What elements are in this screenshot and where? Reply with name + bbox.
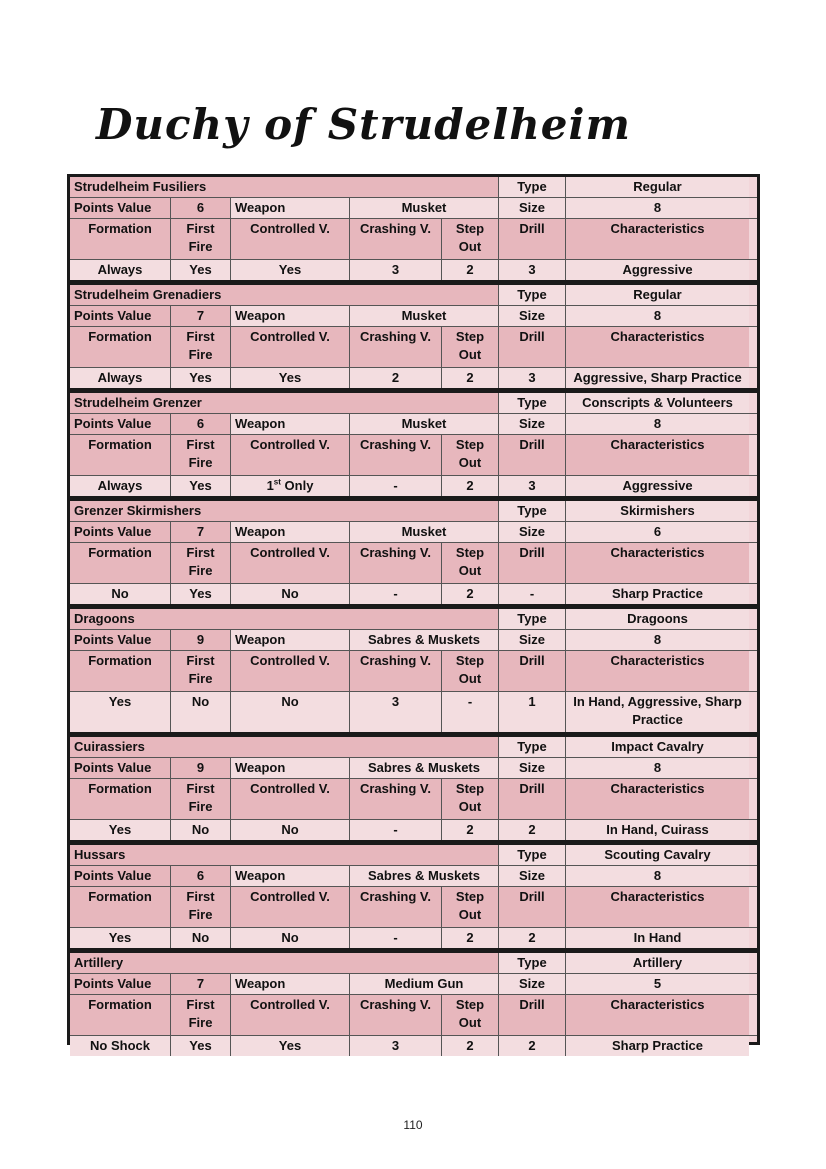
step-out-label: Step Out	[441, 543, 498, 583]
table-row	[70, 886, 757, 927]
first-fire-label: First Fire	[170, 219, 230, 259]
step-out-label: Step Out	[441, 779, 498, 819]
table-row	[70, 393, 757, 413]
table-row	[70, 757, 757, 778]
unit-type: Impact Cavalry	[565, 737, 749, 757]
table-row	[70, 285, 757, 305]
controlled-v-text: No	[281, 694, 299, 709]
controlled-v-label: Controlled V.	[230, 219, 349, 259]
formation-label: Formation	[70, 995, 170, 1035]
unit-type: Regular	[565, 177, 749, 197]
weapon-label: Weapon	[230, 306, 349, 326]
page-title: Duchy of Strudelheim	[96, 100, 631, 149]
drill-label: Drill	[498, 219, 565, 259]
table-row	[70, 609, 757, 629]
first-fire-label: First Fire	[170, 543, 230, 583]
table-row	[70, 865, 757, 886]
weapon-label: Weapon	[230, 758, 349, 778]
controlled-v-label: Controlled V.	[230, 995, 349, 1035]
table-row	[70, 177, 757, 197]
controlled-v-label: Controlled V.	[230, 435, 349, 475]
points-value-label: Points Value	[70, 974, 170, 994]
characteristics-label: Characteristics	[565, 219, 749, 259]
formation-label: Formation	[70, 327, 170, 367]
drill-value: -	[498, 584, 565, 604]
drill-label: Drill	[498, 543, 565, 583]
points-value-label: Points Value	[70, 630, 170, 650]
unit-block	[70, 609, 757, 737]
drill-label: Drill	[498, 651, 565, 691]
crashing-v-label: Crashing V.	[349, 995, 441, 1035]
size-label: Size	[498, 974, 565, 994]
step-out-value: 2	[441, 1036, 498, 1056]
size-value: 8	[565, 414, 749, 434]
unit-name: Grenzer Skirmishers	[70, 501, 498, 521]
type-label: Type	[498, 285, 565, 305]
weapon-value: Musket	[349, 306, 498, 326]
table-row	[70, 778, 757, 819]
unit-block	[70, 393, 757, 501]
unit-name: Strudelheim Grenzer	[70, 393, 498, 413]
weapon-value: Musket	[349, 522, 498, 542]
table-row	[70, 197, 757, 218]
step-out-label: Step Out	[441, 327, 498, 367]
type-label: Type	[498, 177, 565, 197]
formation-label: Formation	[70, 435, 170, 475]
table-row	[70, 305, 757, 326]
drill-value: 3	[498, 368, 565, 388]
unit-type: Scouting Cavalry	[565, 845, 749, 865]
characteristics-value: Aggressive	[565, 260, 749, 280]
controlled-v-text: Yes	[278, 370, 302, 385]
unit-type: Dragoons	[565, 609, 749, 629]
table-row	[70, 218, 757, 259]
first-fire-value: Yes	[170, 1036, 230, 1056]
step-out-value: 2	[441, 928, 498, 948]
table-row	[70, 927, 757, 948]
formation-value: No	[70, 584, 170, 604]
first-fire-value: No	[170, 928, 230, 948]
formation-label: Formation	[70, 651, 170, 691]
unit-name: Artillery	[70, 953, 498, 973]
first-fire-value: Yes	[170, 584, 230, 604]
points-value: 7	[170, 306, 230, 326]
size-value: 8	[565, 866, 749, 886]
unit-block	[70, 285, 757, 393]
drill-value: 2	[498, 1036, 565, 1056]
step-out-value: 2	[441, 820, 498, 840]
characteristics-label: Characteristics	[565, 543, 749, 583]
table-row	[70, 521, 757, 542]
crashing-v-value: -	[349, 584, 441, 604]
drill-label: Drill	[498, 435, 565, 475]
table-row	[70, 501, 757, 521]
crashing-v-label: Crashing V.	[349, 543, 441, 583]
points-value: 7	[170, 974, 230, 994]
points-value-label: Points Value	[70, 306, 170, 326]
size-label: Size	[498, 630, 565, 650]
points-value: 6	[170, 198, 230, 218]
drill-value: 2	[498, 820, 565, 840]
step-out-label: Step Out	[441, 435, 498, 475]
unit-name: Hussars	[70, 845, 498, 865]
points-value-label: Points Value	[70, 414, 170, 434]
first-fire-value: Yes	[170, 368, 230, 388]
crashing-v-label: Crashing V.	[349, 779, 441, 819]
size-label: Size	[498, 414, 565, 434]
controlled-v-label: Controlled V.	[230, 651, 349, 691]
characteristics-label: Characteristics	[565, 435, 749, 475]
drill-value: 3	[498, 260, 565, 280]
controlled-v-label: Controlled V.	[230, 887, 349, 927]
formation-value: No Shock	[70, 1036, 170, 1056]
characteristics-value: In Hand, Aggressive, Sharp Practice	[565, 692, 749, 732]
table-row	[70, 973, 757, 994]
weapon-label: Weapon	[230, 198, 349, 218]
crashing-v-value: -	[349, 928, 441, 948]
drill-label: Drill	[498, 327, 565, 367]
step-out-value: 2	[441, 368, 498, 388]
table-row	[70, 367, 757, 388]
step-out-label: Step Out	[441, 219, 498, 259]
type-label: Type	[498, 845, 565, 865]
controlled-v-text: No	[281, 586, 299, 601]
characteristics-value: In Hand, Cuirass	[565, 820, 749, 840]
crashing-v-value: -	[349, 820, 441, 840]
weapon-label: Weapon	[230, 630, 349, 650]
size-value: 8	[565, 630, 749, 650]
controlled-v-text: 1	[266, 478, 274, 493]
characteristics-value: Sharp Practice	[565, 1036, 749, 1056]
unit-type: Artillery	[565, 953, 749, 973]
weapon-label: Weapon	[230, 414, 349, 434]
unit-type: Skirmishers	[565, 501, 749, 521]
table-row	[70, 650, 757, 691]
controlled-v-label: Controlled V.	[230, 779, 349, 819]
first-fire-value: Yes	[170, 476, 230, 496]
table-row	[70, 326, 757, 367]
first-fire-label: First Fire	[170, 995, 230, 1035]
table-row	[70, 845, 757, 865]
controlled-v-text: Yes	[278, 262, 302, 277]
step-out-value: -	[441, 692, 498, 732]
table-row	[70, 994, 757, 1035]
weapon-label: Weapon	[230, 974, 349, 994]
controlled-v-value	[230, 692, 349, 732]
table-row	[70, 629, 757, 650]
points-value-label: Points Value	[70, 866, 170, 886]
crashing-v-value: 3	[349, 260, 441, 280]
size-value: 6	[565, 522, 749, 542]
table-row	[70, 737, 757, 757]
unit-type: Conscripts & Volunteers	[565, 393, 749, 413]
controlled-v-suffix: Only	[280, 478, 314, 493]
formation-value: Always	[70, 260, 170, 280]
characteristics-value: In Hand	[565, 928, 749, 948]
points-value-label: Points Value	[70, 198, 170, 218]
controlled-v-value	[230, 584, 349, 604]
crashing-v-label: Crashing V.	[349, 435, 441, 475]
table-row	[70, 1035, 757, 1056]
controlled-v-value	[230, 928, 349, 948]
first-fire-label: First Fire	[170, 779, 230, 819]
weapon-value: Sabres & Muskets	[349, 866, 498, 886]
unit-name: Cuirassiers	[70, 737, 498, 757]
first-fire-label: First Fire	[170, 887, 230, 927]
unit-block	[70, 177, 757, 285]
step-out-value: 2	[441, 584, 498, 604]
formation-value: Yes	[70, 692, 170, 732]
drill-label: Drill	[498, 887, 565, 927]
size-label: Size	[498, 866, 565, 886]
controlled-v-label: Controlled V.	[230, 543, 349, 583]
points-value: 6	[170, 866, 230, 886]
table-row	[70, 953, 757, 973]
unit-stat-tables	[67, 174, 760, 1053]
table-row	[70, 819, 757, 840]
unit-name: Dragoons	[70, 609, 498, 629]
characteristics-label: Characteristics	[565, 327, 749, 367]
size-value: 8	[565, 198, 749, 218]
points-value: 9	[170, 758, 230, 778]
formation-label: Formation	[70, 887, 170, 927]
table-row	[70, 413, 757, 434]
step-out-value: 2	[441, 476, 498, 496]
crashing-v-label: Crashing V.	[349, 651, 441, 691]
size-label: Size	[498, 306, 565, 326]
characteristics-value: Sharp Practice	[565, 584, 749, 604]
controlled-v-value	[230, 368, 349, 388]
unit-block	[70, 737, 757, 845]
step-out-label: Step Out	[441, 887, 498, 927]
weapon-label: Weapon	[230, 522, 349, 542]
step-out-label: Step Out	[441, 651, 498, 691]
crashing-v-value: 2	[349, 368, 441, 388]
table-row	[70, 259, 757, 280]
crashing-v-value: 3	[349, 1036, 441, 1056]
type-label: Type	[498, 609, 565, 629]
crashing-v-value: -	[349, 476, 441, 496]
drill-value: 2	[498, 928, 565, 948]
controlled-v-value	[230, 260, 349, 280]
crashing-v-label: Crashing V.	[349, 219, 441, 259]
first-fire-value: Yes	[170, 260, 230, 280]
formation-value: Always	[70, 368, 170, 388]
characteristics-label: Characteristics	[565, 651, 749, 691]
size-value: 8	[565, 306, 749, 326]
drill-value: 3	[498, 476, 565, 496]
points-value-label: Points Value	[70, 758, 170, 778]
step-out-value: 2	[441, 260, 498, 280]
table-row	[70, 475, 757, 496]
weapon-value: Musket	[349, 414, 498, 434]
first-fire-label: First Fire	[170, 327, 230, 367]
points-value: 9	[170, 630, 230, 650]
size-value: 8	[565, 758, 749, 778]
points-value-label: Points Value	[70, 522, 170, 542]
drill-value: 1	[498, 692, 565, 732]
points-value: 6	[170, 414, 230, 434]
size-label: Size	[498, 758, 565, 778]
type-label: Type	[498, 393, 565, 413]
crashing-v-value: 3	[349, 692, 441, 732]
table-row	[70, 542, 757, 583]
first-fire-label: First Fire	[170, 651, 230, 691]
first-fire-value: No	[170, 692, 230, 732]
formation-value: Yes	[70, 820, 170, 840]
formation-label: Formation	[70, 219, 170, 259]
characteristics-label: Characteristics	[565, 779, 749, 819]
characteristics-value: Aggressive, Sharp Practice	[565, 368, 749, 388]
characteristics-value: Aggressive	[565, 476, 749, 496]
weapon-value: Medium Gun	[349, 974, 498, 994]
weapon-value: Musket	[349, 198, 498, 218]
characteristics-label: Characteristics	[565, 995, 749, 1035]
controlled-v-text: No	[281, 822, 299, 837]
size-label: Size	[498, 198, 565, 218]
weapon-value: Sabres & Muskets	[349, 758, 498, 778]
formation-value: Always	[70, 476, 170, 496]
controlled-v-value	[230, 1036, 349, 1056]
table-row	[70, 691, 757, 732]
step-out-label: Step Out	[441, 995, 498, 1035]
unit-block	[70, 953, 757, 1056]
drill-label: Drill	[498, 779, 565, 819]
unit-block	[70, 501, 757, 609]
type-label: Type	[498, 737, 565, 757]
crashing-v-label: Crashing V.	[349, 887, 441, 927]
controlled-v-superscript: st	[273, 477, 281, 487]
type-label: Type	[498, 501, 565, 521]
size-value: 5	[565, 974, 749, 994]
drill-label: Drill	[498, 995, 565, 1035]
formation-label: Formation	[70, 543, 170, 583]
crashing-v-label: Crashing V.	[349, 327, 441, 367]
controlled-v-label: Controlled V.	[230, 327, 349, 367]
page-number: 110	[403, 1118, 423, 1132]
first-fire-value: No	[170, 820, 230, 840]
formation-label: Formation	[70, 779, 170, 819]
unit-block	[70, 845, 757, 953]
controlled-v-value	[230, 476, 349, 496]
characteristics-label: Characteristics	[565, 887, 749, 927]
weapon-label: Weapon	[230, 866, 349, 886]
table-row	[70, 583, 757, 604]
points-value: 7	[170, 522, 230, 542]
controlled-v-value	[230, 820, 349, 840]
size-label: Size	[498, 522, 565, 542]
first-fire-label: First Fire	[170, 435, 230, 475]
formation-value: Yes	[70, 928, 170, 948]
controlled-v-text: Yes	[278, 1038, 302, 1053]
controlled-v-text: No	[281, 930, 299, 945]
table-row	[70, 434, 757, 475]
weapon-value: Sabres & Muskets	[349, 630, 498, 650]
unit-type: Regular	[565, 285, 749, 305]
unit-name: Strudelheim Fusiliers	[70, 177, 498, 197]
unit-name: Strudelheim Grenadiers	[70, 285, 498, 305]
type-label: Type	[498, 953, 565, 973]
